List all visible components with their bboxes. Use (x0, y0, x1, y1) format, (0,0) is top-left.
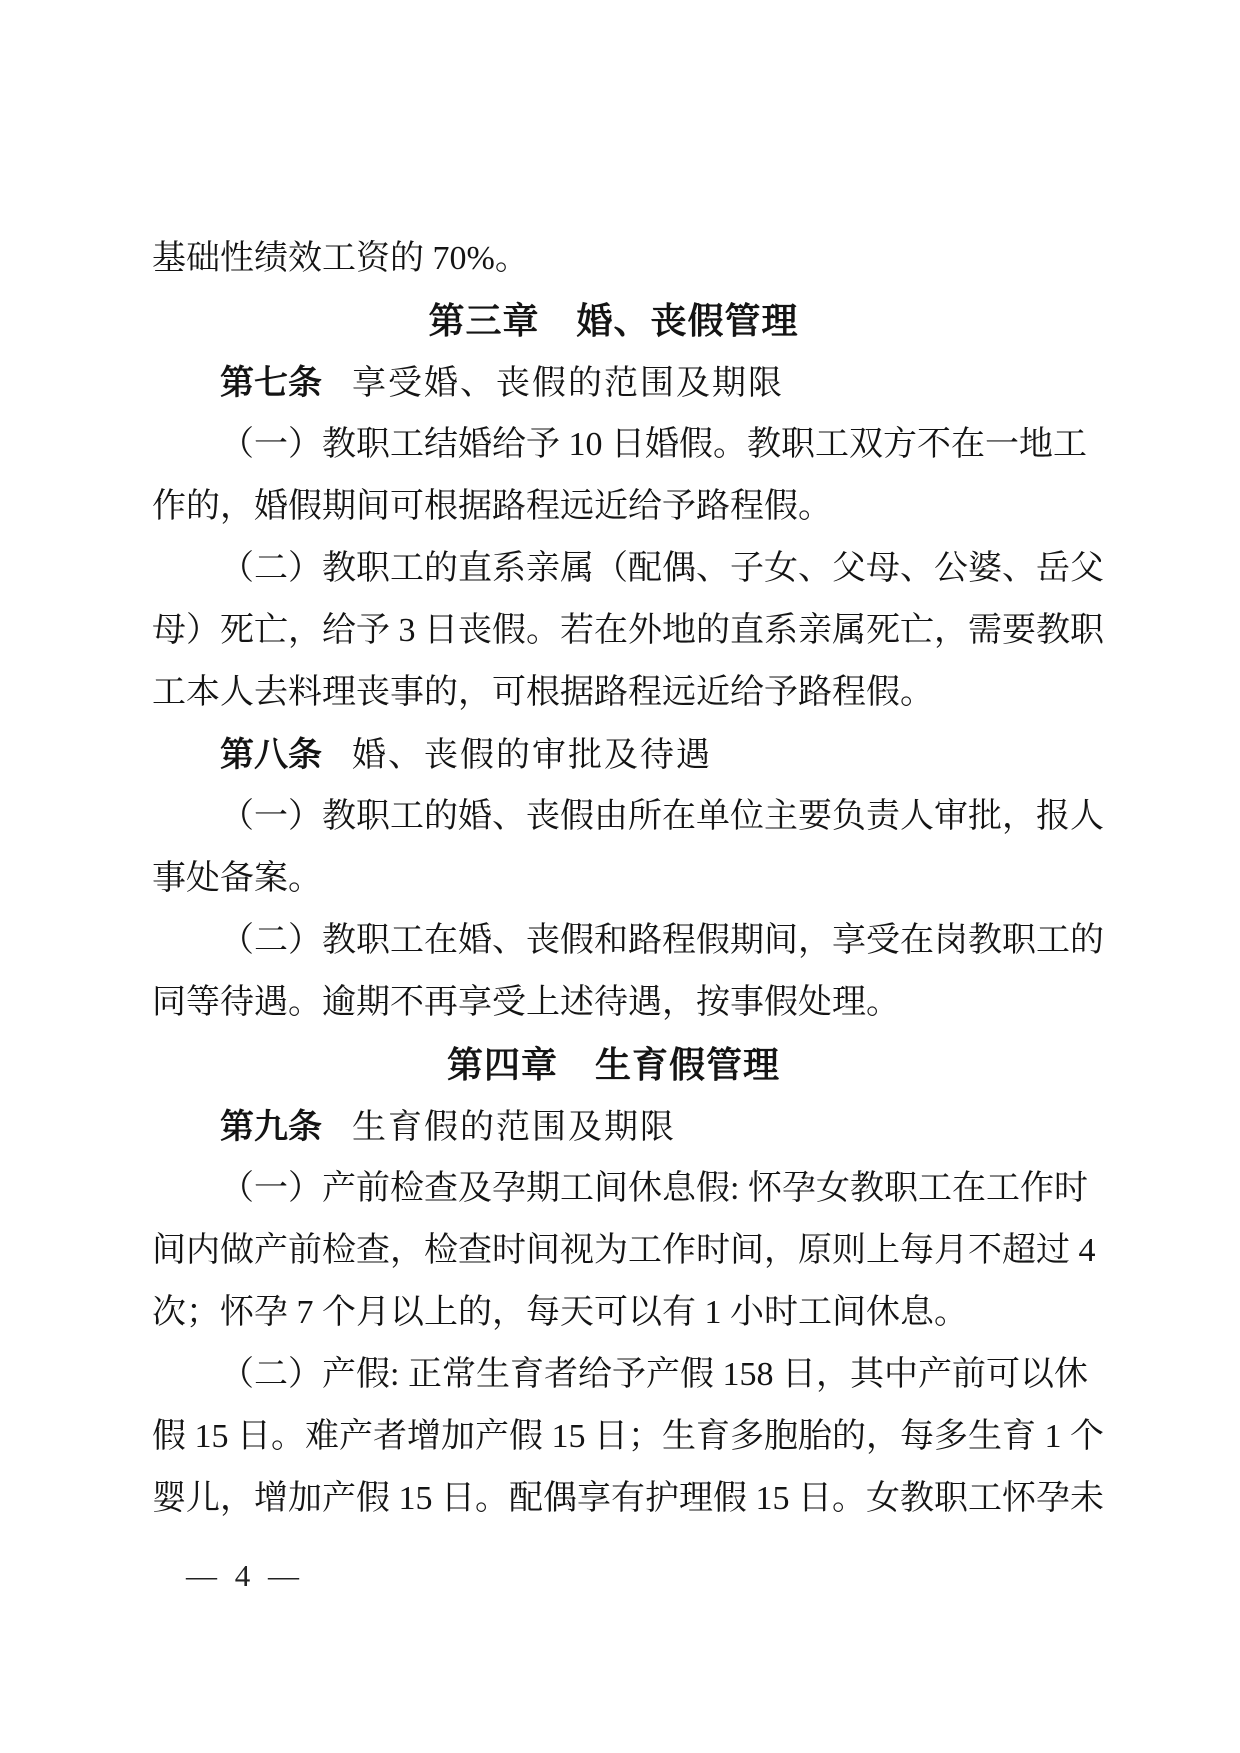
text-line: （ 一 ） 教 职 工 的 婚 、 丧 假 由 所 在 单 位 主 要 负 责 人 审 批 ， 报 人 (220, 798, 1104, 835)
text-line: （ 二 ） 教 职 工 的 直 系 亲 属 （ 配 偶 、 子 女 、 父 母 、 公 婆 、 岳 父 (220, 550, 1104, 587)
text-line: 间 内 做 产 前 检 查 ， 检 查 时 间 视 为 工 作 时 间 ， 原 则 上 每 月 不 超 过 4 (152, 1232, 1096, 1269)
chapter-heading: 第四章 生育假管理 (446, 1044, 780, 1085)
article-title: 生育假的范围及期限 (352, 1109, 676, 1146)
text-line: （ 二 ） 产 假 : 正 常 生 育 者 给 予 产 假 158 日 ， 其 中 产 前 可 以 休 (220, 1356, 1088, 1393)
article-title: 婚、丧假的审批及待遇 (352, 737, 712, 774)
text-line: （ 二 ） 教 职 工 在 婚 、 丧 假 和 路 程 假 期 间 ， 享 受 在 岗 教 职 工 的 (220, 922, 1104, 959)
article-heading (220, 352, 1075, 414)
article-number: 第九条 (220, 1108, 322, 1146)
text-line: 母 ） 死 亡 ， 给 予 3 日 丧 假 。 若 在 外 地 的 直 系 亲 属 死 亡 ， 需 要 教 职 (152, 612, 1104, 649)
text-line: 基础性绩效工资的 70%。 (152, 240, 529, 277)
page-number: — 4 — (186, 1558, 304, 1593)
article-number: 第八条 (220, 736, 322, 774)
text-line: 工本人去料理丧事的，可根据路程远近给予路程假。 (152, 674, 934, 711)
text-line: 同等待遇。逾期不再享受上述待遇，按事假处理。 (152, 984, 900, 1021)
article-number: 第七条 (220, 364, 322, 402)
text-line: 事处备案。 (152, 860, 322, 897)
chapter-heading: 第三章 婚、丧假管理 (428, 300, 799, 341)
text-line: 次；怀孕 7 个月以上的，每天可以有 1 小时工间休息。 (152, 1294, 968, 1331)
text-line: 假 15 日 。 难 产 者 增 加 产 假 15 日 ； 生 育 多 胞 胎 的 ， 每 多 生 育 1 个 (152, 1418, 1104, 1455)
text-line: （ 一 ） 教 职 工 结 婚 给 予 10 日 婚 假 。 教 职 工 双 方 不 在 一 地 工 (220, 426, 1087, 463)
article-heading (220, 724, 1075, 786)
article-title: 享受婚、丧假的范围及期限 (352, 365, 784, 402)
text-line: 婴 儿 ， 增 加 产 假 15 日 。 配 偶 享 有 护 理 假 15 日 。 女 教 职 工 怀 孕 未 (152, 1480, 1104, 1517)
article-heading (220, 1096, 1075, 1158)
text-line: 作的，婚假期间可根据路程远近给予路程假。 (152, 488, 832, 525)
document-body (152, 228, 1104, 1530)
text-line: （ 一 ） 产 前 检 查 及 孕 期 工 间 休 息 假 : 怀 孕 女 教 职 工 在 工 作 时 (220, 1170, 1088, 1207)
